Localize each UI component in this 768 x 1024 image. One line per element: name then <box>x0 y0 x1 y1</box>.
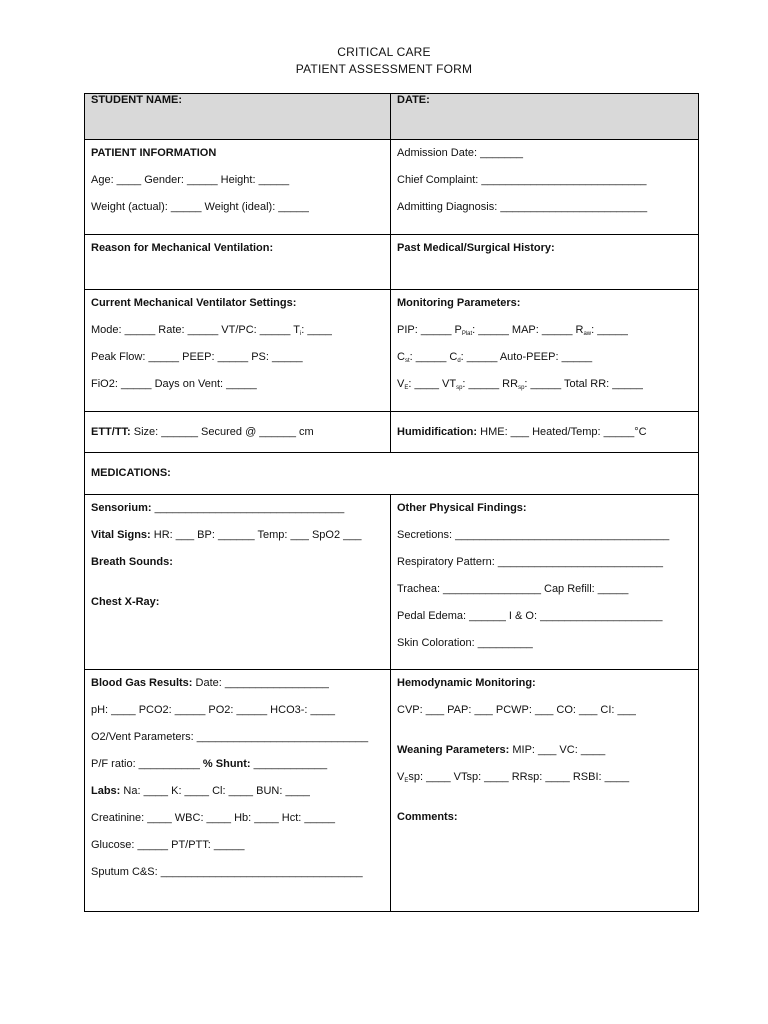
chief-complaint: Chief Complaint: ___________________________ <box>397 174 647 186</box>
vent-settings-heading: Current Mechanical Ventilator Settings: <box>91 297 297 309</box>
other-findings-heading: Other Physical Findings: <box>397 502 527 514</box>
monitoring-cell[interactable] <box>391 290 699 412</box>
vent-settings-line2: Peak Flow: _____ PEEP: _____ PS: _____ <box>91 351 303 363</box>
medications-label: MEDICATIONS: <box>91 467 171 479</box>
abg-line1: pH: ____ PCO2: _____ PO2: _____ HCO3-: ____ <box>91 704 335 716</box>
admitting-diagnosis: Admitting Diagnosis: ________________________ <box>397 201 648 213</box>
vent-settings-line3: FiO2: _____ Days on Vent: _____ <box>91 378 257 390</box>
form-title-line2: PATIENT ASSESSMENT FORM <box>295 62 473 76</box>
vital-signs-line: Vital Signs: HR: ___ BP: ______ Temp: ___ SpO2 ___ <box>91 529 362 541</box>
sensorium-line: Sensorium: _______________________________ <box>91 502 345 514</box>
weaning-line2: $V_Esp$: ____ VTsp: ____ RRsp: ____ RSBI: ____ <box>397 771 630 784</box>
abg-line5: Creatinine: ____ WBC: ____ Hb: ____ Hct: _____ <box>91 812 335 824</box>
past-history-cell[interactable] <box>391 235 699 290</box>
abg-line7: Sputum C&S: _________________________________ <box>91 866 363 878</box>
secretions-line: Secretions: ___________________________________ <box>397 529 670 541</box>
reason-vent-label: Reason for Mechanical Ventilation: <box>91 242 274 254</box>
humidification-line: Humidification: HME: ___ Heated/Temp: _____°C <box>397 425 647 438</box>
hemodynamic-cell[interactable] <box>391 670 699 912</box>
hemodynamic-heading: Hemodynamic Monitoring: <box>397 677 536 689</box>
ett-line: ETT/TT: Size: ______ Secured @ ______ cm <box>91 425 314 438</box>
admission-cell[interactable] <box>391 140 699 235</box>
monitoring-line1: PIP: _____ $P_{Plat}$: _____ MAP: _____ $R_{aw}$: _____ <box>397 324 628 337</box>
comments-label: Comments: <box>397 811 458 823</box>
medications-cell[interactable] <box>85 453 699 495</box>
ett-cell[interactable] <box>85 412 391 453</box>
monitoring-line3: $V_E$: ____ $VT_{sp}$: _____ $RR_{sp}$: _____ Total RR: _____ <box>397 378 643 391</box>
trachea-line: Trachea: ________________ Cap Refill: _____ <box>397 583 629 595</box>
abg-line2: O2/Vent Parameters: ____________________________ <box>91 731 369 743</box>
monitoring-heading: Monitoring Parameters: <box>397 297 521 309</box>
admission-date: Admission Date: _______ <box>397 147 523 159</box>
labs-line: Labs: Na: ____ K: ____ Cl: ____ BUN: ____ <box>91 785 310 797</box>
chest-xray-label: Chest X-Ray: <box>91 596 160 608</box>
skin-coloration-line: Skin Coloration: _________ <box>397 637 533 649</box>
past-history-label: Past Medical/Surgical History: <box>397 242 555 254</box>
assessment-cell[interactable] <box>85 495 391 670</box>
form-title-line1: CRITICAL CARE <box>337 45 431 59</box>
weaning-line: Weaning Parameters: MIP: ___ VC: ____ <box>397 744 606 756</box>
respiratory-pattern-line: Respiratory Pattern: ___________________________ <box>397 556 664 568</box>
other-findings-cell[interactable] <box>391 495 699 670</box>
student-name-field[interactable]: STUDENT NAME: <box>85 94 391 140</box>
blood-gas-cell[interactable] <box>85 670 391 912</box>
vent-settings-cell[interactable] <box>85 290 391 412</box>
patient-info-line2: Weight (actual): _____ Weight (ideal): _____ <box>91 201 309 213</box>
humidification-cell[interactable] <box>391 412 699 453</box>
patient-info-cell[interactable] <box>85 140 391 235</box>
patient-info-heading: PATIENT INFORMATION <box>91 147 217 159</box>
reason-vent-cell[interactable] <box>85 235 391 290</box>
date-field[interactable]: DATE: <box>391 94 699 140</box>
pedal-edema-line: Pedal Edema: ______ I & O: ____________________ <box>397 610 663 622</box>
patient-info-line1: Age: ____ Gender: _____ Height: _____ <box>91 174 290 186</box>
assessment-form-table <box>84 93 699 912</box>
hemodynamic-line1: CVP: ___ PAP: ___ PCWP: ___ CO: ___ CI: ___ <box>397 704 636 716</box>
monitoring-line2: $C_{st}$: _____ $C_d$: _____ Auto-PEEP: _____ <box>397 351 593 364</box>
abg-line6: Glucose: _____ PT/PTT: _____ <box>91 839 245 851</box>
blood-gas-heading: Blood Gas Results: Date: _________________ <box>91 677 329 689</box>
breath-sounds-label: Breath Sounds: <box>91 556 173 568</box>
abg-line3: P/F ratio: __________ % Shunt: ____________ <box>91 758 328 770</box>
vent-settings-mode: Mode: _____ Rate: _____ VT/PC: _____ $T_i$: ____ <box>91 324 332 337</box>
